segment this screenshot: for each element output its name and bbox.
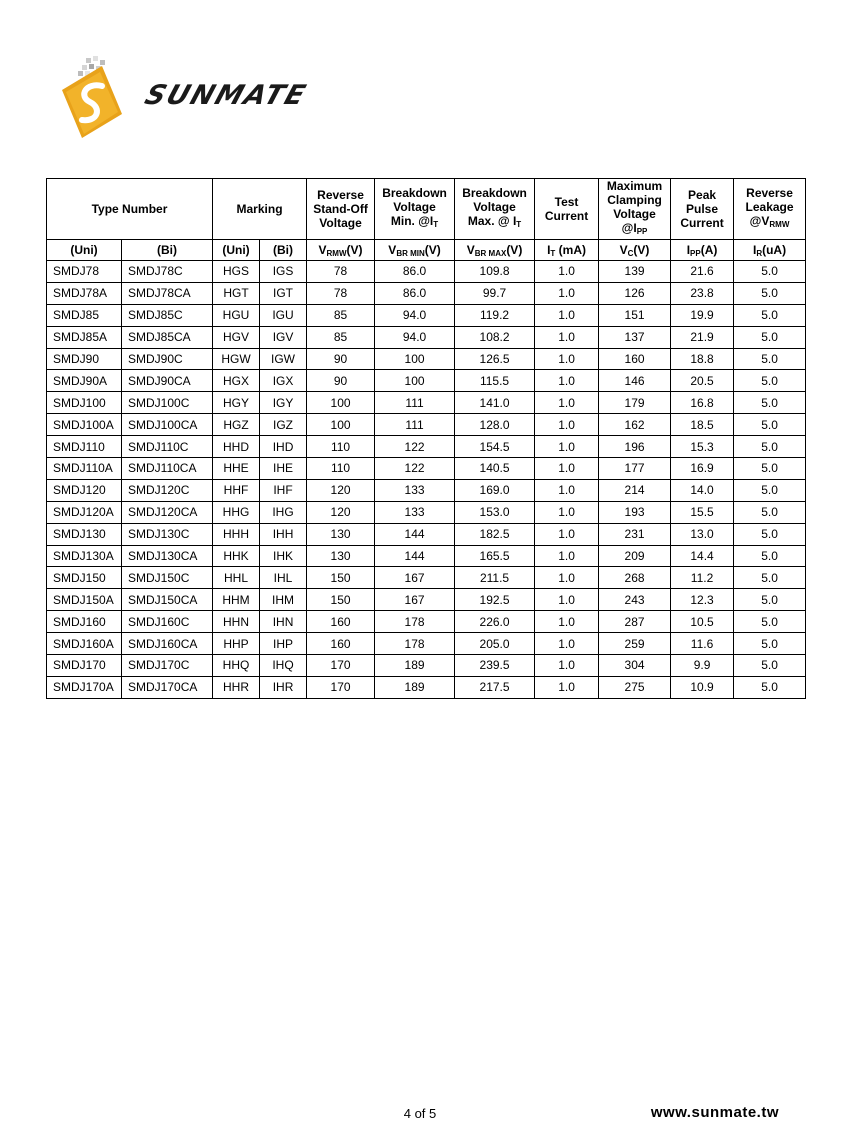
brand-wordmark bbox=[141, 80, 311, 111]
table-cell: HGT bbox=[213, 282, 260, 304]
table-cell: HHK bbox=[213, 545, 260, 567]
table-row bbox=[47, 523, 806, 545]
table-cell: 1.0 bbox=[535, 458, 599, 480]
table-cell: 19.9 bbox=[671, 304, 734, 326]
table-cell: 1.0 bbox=[535, 282, 599, 304]
table-cell: IHR bbox=[260, 676, 307, 698]
table-cell: SMDJ85C bbox=[122, 304, 213, 326]
table-cell: 94.0 bbox=[375, 304, 455, 326]
table-cell: 275 bbox=[599, 676, 671, 698]
table-cell: 304 bbox=[599, 655, 671, 677]
table-cell: IHG bbox=[260, 501, 307, 523]
table-cell: 130 bbox=[307, 523, 375, 545]
table-cell: 162 bbox=[599, 414, 671, 436]
table-cell: 1.0 bbox=[535, 523, 599, 545]
table-cell: 110 bbox=[307, 458, 375, 480]
table-row bbox=[47, 348, 806, 370]
table-cell: HGZ bbox=[213, 414, 260, 436]
table-cell: 5.0 bbox=[734, 370, 806, 392]
table-cell: 21.9 bbox=[671, 326, 734, 348]
unit-uni: (Uni) bbox=[47, 240, 122, 261]
table-cell: 10.5 bbox=[671, 611, 734, 633]
table-body bbox=[47, 261, 806, 699]
table-cell: SMDJ150C bbox=[122, 567, 213, 589]
table-cell: 1.0 bbox=[535, 567, 599, 589]
unit-vbrmax: $V_{BR MAX}(V)$ bbox=[455, 240, 535, 261]
table-cell: 13.0 bbox=[671, 523, 734, 545]
table-cell: 1.0 bbox=[535, 501, 599, 523]
table-cell: IHH bbox=[260, 523, 307, 545]
table-cell: 287 bbox=[599, 611, 671, 633]
table-cell: 18.5 bbox=[671, 414, 734, 436]
table-cell: HHP bbox=[213, 633, 260, 655]
table-cell: SMDJ78CA bbox=[122, 282, 213, 304]
table-cell: 21.6 bbox=[671, 261, 734, 283]
unit-ipp: $I_{PP}(A)$ bbox=[671, 240, 734, 261]
table-cell: 1.0 bbox=[535, 611, 599, 633]
table-cell: HGU bbox=[213, 304, 260, 326]
table-row bbox=[47, 326, 806, 348]
table-cell: SMDJ78 bbox=[47, 261, 122, 283]
table-cell: 165.5 bbox=[455, 545, 535, 567]
table-cell: 5.0 bbox=[734, 304, 806, 326]
table-cell: 150 bbox=[307, 567, 375, 589]
table-cell: 90 bbox=[307, 348, 375, 370]
table-cell: SMDJ78A bbox=[47, 282, 122, 304]
table-cell: 1.0 bbox=[535, 370, 599, 392]
table-cell: 15.5 bbox=[671, 501, 734, 523]
table-cell: 126.5 bbox=[455, 348, 535, 370]
table-cell: HHN bbox=[213, 611, 260, 633]
table-cell: 86.0 bbox=[375, 261, 455, 283]
table-cell: 14.0 bbox=[671, 479, 734, 501]
table-cell: 120 bbox=[307, 479, 375, 501]
table-cell: 239.5 bbox=[455, 655, 535, 677]
table-cell: SMDJ90C bbox=[122, 348, 213, 370]
table-cell: 16.8 bbox=[671, 392, 734, 414]
table-row bbox=[47, 304, 806, 326]
table-cell: 139 bbox=[599, 261, 671, 283]
col-test-current: Test Current bbox=[535, 179, 599, 240]
table-cell: 192.5 bbox=[455, 589, 535, 611]
table-cell: 209 bbox=[599, 545, 671, 567]
table-cell: 100 bbox=[307, 414, 375, 436]
table-cell: SMDJ150 bbox=[47, 567, 122, 589]
table-cell: SMDJ110 bbox=[47, 436, 122, 458]
table-cell: IGV bbox=[260, 326, 307, 348]
table-cell: 5.0 bbox=[734, 589, 806, 611]
col-breakdown-max: Breakdown Voltage Max. @ $I_T$ bbox=[455, 179, 535, 240]
table-cell: 130 bbox=[307, 545, 375, 567]
table-cell: 144 bbox=[375, 523, 455, 545]
table-row bbox=[47, 676, 806, 698]
unit-mark-uni: (Uni) bbox=[213, 240, 260, 261]
table-cell: SMDJ160A bbox=[47, 633, 122, 655]
table-cell: HHF bbox=[213, 479, 260, 501]
table-cell: SMDJ90 bbox=[47, 348, 122, 370]
table-cell: 214 bbox=[599, 479, 671, 501]
table-row bbox=[47, 392, 806, 414]
table-cell: 122 bbox=[375, 458, 455, 480]
table-cell: 154.5 bbox=[455, 436, 535, 458]
table-cell: 196 bbox=[599, 436, 671, 458]
table-cell: SMDJ120CA bbox=[122, 501, 213, 523]
table-cell: 5.0 bbox=[734, 458, 806, 480]
table-cell: HGY bbox=[213, 392, 260, 414]
table-cell: 15.3 bbox=[671, 436, 734, 458]
table-cell: 1.0 bbox=[535, 348, 599, 370]
table-cell: 259 bbox=[599, 633, 671, 655]
table-cell: SMDJ110CA bbox=[122, 458, 213, 480]
table-cell: 115.5 bbox=[455, 370, 535, 392]
table-cell: 133 bbox=[375, 479, 455, 501]
table-cell: IHF bbox=[260, 479, 307, 501]
table-cell: 243 bbox=[599, 589, 671, 611]
table-cell: 5.0 bbox=[734, 414, 806, 436]
table-cell: IGS bbox=[260, 261, 307, 283]
table-cell: HHR bbox=[213, 676, 260, 698]
table-cell: SMDJ130A bbox=[47, 545, 122, 567]
table-cell: 99.7 bbox=[455, 282, 535, 304]
table-cell: SMDJ120C bbox=[122, 479, 213, 501]
table-cell: SMDJ90CA bbox=[122, 370, 213, 392]
table-cell: SMDJ150A bbox=[47, 589, 122, 611]
table-cell: 169.0 bbox=[455, 479, 535, 501]
table-cell: 16.9 bbox=[671, 458, 734, 480]
spec-table bbox=[46, 178, 806, 699]
table-cell: SMDJ170CA bbox=[122, 676, 213, 698]
table-cell: SMDJ90A bbox=[47, 370, 122, 392]
table-row bbox=[47, 633, 806, 655]
table-cell: IGZ bbox=[260, 414, 307, 436]
table-cell: 9.9 bbox=[671, 655, 734, 677]
table-cell: HHL bbox=[213, 567, 260, 589]
table-cell: IGY bbox=[260, 392, 307, 414]
table-cell: 10.9 bbox=[671, 676, 734, 698]
table-row bbox=[47, 282, 806, 304]
table-cell: 268 bbox=[599, 567, 671, 589]
table-cell: SMDJ100A bbox=[47, 414, 122, 436]
table-cell: SMDJ130C bbox=[122, 523, 213, 545]
table-cell: 170 bbox=[307, 676, 375, 698]
table-cell: 5.0 bbox=[734, 261, 806, 283]
table-cell: IHK bbox=[260, 545, 307, 567]
table-row bbox=[47, 567, 806, 589]
table-row bbox=[47, 501, 806, 523]
table-row bbox=[47, 458, 806, 480]
table-cell: 128.0 bbox=[455, 414, 535, 436]
table-cell: 1.0 bbox=[535, 655, 599, 677]
table-cell: 189 bbox=[375, 655, 455, 677]
table-cell: 189 bbox=[375, 676, 455, 698]
table-cell: IHN bbox=[260, 611, 307, 633]
unit-it: $I_T$ (mA) bbox=[535, 240, 599, 261]
table-cell: 5.0 bbox=[734, 326, 806, 348]
website-url: www.sunmate.tw bbox=[650, 1104, 779, 1121]
table-row bbox=[47, 589, 806, 611]
table-cell: 179 bbox=[599, 392, 671, 414]
col-peak-pulse: Peak Pulse Current bbox=[671, 179, 734, 240]
table-cell: 5.0 bbox=[734, 436, 806, 458]
unit-vc: $V_C(V)$ bbox=[599, 240, 671, 261]
table-cell: 146 bbox=[599, 370, 671, 392]
table-cell: 205.0 bbox=[455, 633, 535, 655]
table-cell: 119.2 bbox=[455, 304, 535, 326]
table-cell: SMDJ85A bbox=[47, 326, 122, 348]
table-cell: SMDJ120 bbox=[47, 479, 122, 501]
table-cell: 211.5 bbox=[455, 567, 535, 589]
table-cell: 100 bbox=[375, 348, 455, 370]
unit-bi: (Bi) bbox=[122, 240, 213, 261]
table-cell: IGT bbox=[260, 282, 307, 304]
col-marking: Marking bbox=[213, 179, 307, 240]
table-cell: HHG bbox=[213, 501, 260, 523]
table-cell: 1.0 bbox=[535, 676, 599, 698]
table-cell: 109.8 bbox=[455, 261, 535, 283]
table-cell: 12.3 bbox=[671, 589, 734, 611]
table-cell: HHE bbox=[213, 458, 260, 480]
table-cell: IHL bbox=[260, 567, 307, 589]
table-cell: 11.6 bbox=[671, 633, 734, 655]
table-cell: 160 bbox=[307, 633, 375, 655]
table-cell: 5.0 bbox=[734, 633, 806, 655]
table-cell: IHQ bbox=[260, 655, 307, 677]
table-row bbox=[47, 414, 806, 436]
table-cell: HHQ bbox=[213, 655, 260, 677]
table-cell: 14.4 bbox=[671, 545, 734, 567]
table-cell: 1.0 bbox=[535, 545, 599, 567]
table-cell: HHD bbox=[213, 436, 260, 458]
header-row bbox=[47, 179, 806, 240]
page-number: 4 of 5 bbox=[403, 1106, 437, 1121]
table-cell: IHE bbox=[260, 458, 307, 480]
table-row bbox=[47, 370, 806, 392]
table-cell: 133 bbox=[375, 501, 455, 523]
table-cell: SMDJ100C bbox=[122, 392, 213, 414]
table-cell: SMDJ150CA bbox=[122, 589, 213, 611]
table-cell: IHM bbox=[260, 589, 307, 611]
table-cell: 144 bbox=[375, 545, 455, 567]
table-cell: SMDJ160C bbox=[122, 611, 213, 633]
table-cell: 78 bbox=[307, 282, 375, 304]
table-cell: 18.8 bbox=[671, 348, 734, 370]
table-cell: 140.5 bbox=[455, 458, 535, 480]
table-cell: SMDJ160CA bbox=[122, 633, 213, 655]
table-cell: HGX bbox=[213, 370, 260, 392]
table-cell: 108.2 bbox=[455, 326, 535, 348]
table-cell: 126 bbox=[599, 282, 671, 304]
unit-mark-bi: (Bi) bbox=[260, 240, 307, 261]
col-breakdown-min: Breakdown Voltage Min. $@I_T$ bbox=[375, 179, 455, 240]
table-cell: 160 bbox=[307, 611, 375, 633]
table-cell: 100 bbox=[307, 392, 375, 414]
table-row bbox=[47, 611, 806, 633]
table-cell: 217.5 bbox=[455, 676, 535, 698]
table-cell: 20.5 bbox=[671, 370, 734, 392]
table-cell: 5.0 bbox=[734, 545, 806, 567]
col-reverse-leakage: Reverse Leakage $@V_{RMW}$ bbox=[734, 179, 806, 240]
table-cell: 160 bbox=[599, 348, 671, 370]
table-cell: 1.0 bbox=[535, 392, 599, 414]
table-cell: 85 bbox=[307, 326, 375, 348]
table-cell: 150 bbox=[307, 589, 375, 611]
table-cell: 120 bbox=[307, 501, 375, 523]
table-cell: 23.8 bbox=[671, 282, 734, 304]
col-max-clamping: Maximum Clamping Voltage $@I_{PP}$ bbox=[599, 179, 671, 240]
table-cell: IGU bbox=[260, 304, 307, 326]
units-row bbox=[47, 240, 806, 261]
table-cell: HHH bbox=[213, 523, 260, 545]
table-cell: 85 bbox=[307, 304, 375, 326]
table-cell: HGW bbox=[213, 348, 260, 370]
table-cell: SMDJ130CA bbox=[122, 545, 213, 567]
table-cell: 177 bbox=[599, 458, 671, 480]
table-cell: 5.0 bbox=[734, 348, 806, 370]
table-cell: IHP bbox=[260, 633, 307, 655]
table-cell: 5.0 bbox=[734, 655, 806, 677]
table-cell: 5.0 bbox=[734, 523, 806, 545]
table-cell: 1.0 bbox=[535, 633, 599, 655]
table-cell: 1.0 bbox=[535, 589, 599, 611]
table-cell: SMDJ85 bbox=[47, 304, 122, 326]
col-type-number: Type Number bbox=[47, 179, 213, 240]
table-cell: 226.0 bbox=[455, 611, 535, 633]
table-cell: 5.0 bbox=[734, 567, 806, 589]
table-cell: 1.0 bbox=[535, 479, 599, 501]
table-cell: SMDJ110A bbox=[47, 458, 122, 480]
table-cell: 167 bbox=[375, 567, 455, 589]
table-cell: HHM bbox=[213, 589, 260, 611]
table-cell: 153.0 bbox=[455, 501, 535, 523]
table-cell: SMDJ110C bbox=[122, 436, 213, 458]
table-cell: SMDJ130 bbox=[47, 523, 122, 545]
table-cell: SMDJ100CA bbox=[122, 414, 213, 436]
table-cell: SMDJ170A bbox=[47, 676, 122, 698]
col-reverse-standoff: Reverse Stand-Off Voltage bbox=[307, 179, 375, 240]
table-cell: 182.5 bbox=[455, 523, 535, 545]
table-cell: SMDJ120A bbox=[47, 501, 122, 523]
table-cell: 170 bbox=[307, 655, 375, 677]
table-cell: 86.0 bbox=[375, 282, 455, 304]
table-cell: SMDJ160 bbox=[47, 611, 122, 633]
table-row bbox=[47, 261, 806, 283]
table-cell: 1.0 bbox=[535, 304, 599, 326]
unit-ir: $I_R(uA)$ bbox=[734, 240, 806, 261]
table-cell: 1.0 bbox=[535, 436, 599, 458]
table-cell: 111 bbox=[375, 414, 455, 436]
table-cell: 141.0 bbox=[455, 392, 535, 414]
table-cell: 1.0 bbox=[535, 414, 599, 436]
table-cell: 1.0 bbox=[535, 261, 599, 283]
table-cell: HGS bbox=[213, 261, 260, 283]
table-cell: 90 bbox=[307, 370, 375, 392]
table-cell: 167 bbox=[375, 589, 455, 611]
table-cell: SMDJ170C bbox=[122, 655, 213, 677]
table-cell: 178 bbox=[375, 611, 455, 633]
table-cell: 231 bbox=[599, 523, 671, 545]
table-cell: 137 bbox=[599, 326, 671, 348]
table-row bbox=[47, 479, 806, 501]
table-cell: 193 bbox=[599, 501, 671, 523]
table-cell: IGX bbox=[260, 370, 307, 392]
table-cell: 94.0 bbox=[375, 326, 455, 348]
table-cell: 5.0 bbox=[734, 479, 806, 501]
table-row bbox=[47, 436, 806, 458]
table-cell: 1.0 bbox=[535, 326, 599, 348]
table-cell: 151 bbox=[599, 304, 671, 326]
table-cell: 111 bbox=[375, 392, 455, 414]
brand-name: SUNMATE bbox=[140, 80, 312, 111]
table-cell: SMDJ100 bbox=[47, 392, 122, 414]
table-cell: SMDJ170 bbox=[47, 655, 122, 677]
table-cell: 78 bbox=[307, 261, 375, 283]
table-cell: SMDJ78C bbox=[122, 261, 213, 283]
table-cell: 110 bbox=[307, 436, 375, 458]
table-cell: 5.0 bbox=[734, 392, 806, 414]
unit-vbrmin: $V_{BR MIN}(V)$ bbox=[375, 240, 455, 261]
table-cell: 5.0 bbox=[734, 282, 806, 304]
table-cell: 178 bbox=[375, 633, 455, 655]
table-row bbox=[47, 545, 806, 567]
table-cell: IGW bbox=[260, 348, 307, 370]
table-cell: 5.0 bbox=[734, 501, 806, 523]
table-cell: 5.0 bbox=[734, 611, 806, 633]
unit-vrmw: $V_{RMW}(V)$ bbox=[307, 240, 375, 261]
table-cell: HGV bbox=[213, 326, 260, 348]
table-cell: SMDJ85CA bbox=[122, 326, 213, 348]
table-row bbox=[47, 655, 806, 677]
table-cell: 122 bbox=[375, 436, 455, 458]
table-cell: IHD bbox=[260, 436, 307, 458]
table-cell: 5.0 bbox=[734, 676, 806, 698]
table-cell: 11.2 bbox=[671, 567, 734, 589]
table-cell: 100 bbox=[375, 370, 455, 392]
